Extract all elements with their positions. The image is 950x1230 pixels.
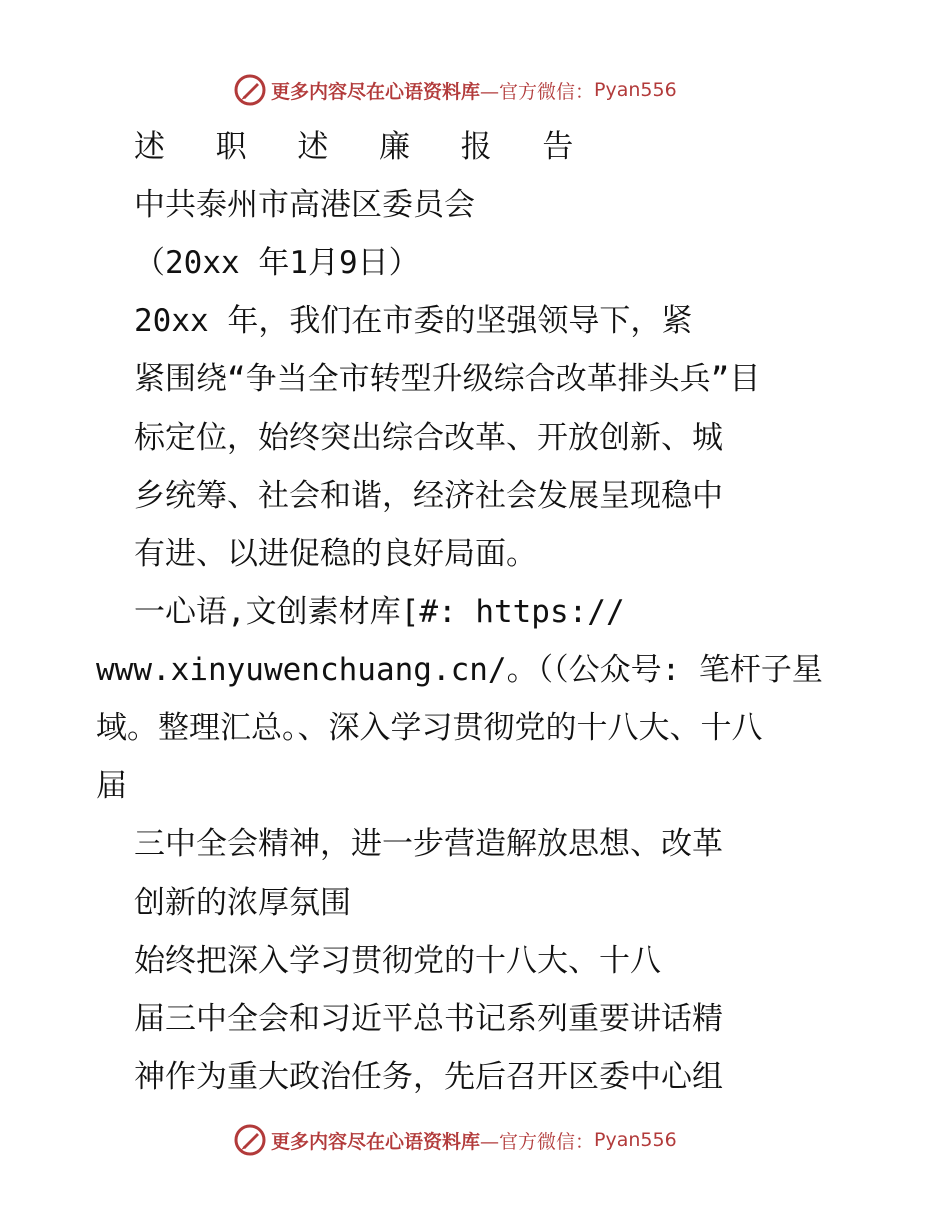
body-line: 有进、以进促稳的良好局面。 bbox=[134, 536, 537, 572]
body-line: 域。整理汇总。、深入学习贯彻党的十八大、十八 bbox=[96, 710, 763, 746]
body-line: 一心语,文创素材库[#: https:// bbox=[134, 594, 625, 630]
body-line: 始终把深入学习贯彻党的十八大、十八 bbox=[134, 943, 661, 979]
body-line: 三中全会精神，进一步营造解放思想、改革 bbox=[134, 826, 723, 862]
quill-seal-icon bbox=[233, 1123, 267, 1157]
quill-seal-icon bbox=[233, 73, 267, 107]
watermark-dash-text: —官方微信： bbox=[480, 1130, 595, 1153]
body-line: 届三中全会和习近平总书记系列重要讲话精 bbox=[134, 1001, 723, 1037]
body-line: 神作为重大政治任务，先后召开区委中心组 bbox=[134, 1059, 723, 1095]
watermark-main-text: 更多内容尽在心语资料库 bbox=[271, 1130, 481, 1153]
body-line: 创新的浓厚氛围 bbox=[134, 885, 351, 921]
watermark-id-text: Pyan556 bbox=[594, 79, 677, 101]
header-watermark bbox=[233, 72, 677, 108]
body-line: 标定位，始终突出综合改革、开放创新、城 bbox=[134, 420, 723, 456]
body-line: 届 bbox=[96, 768, 127, 804]
watermark-id-text: Pyan556 bbox=[594, 1129, 677, 1151]
body-line: 紧围绕“争当全市转型升级综合改革排头兵”目 bbox=[134, 361, 761, 397]
document-organization: 中共泰州市高港区委员会 bbox=[134, 187, 475, 223]
body-line: 20xx 年，我们在市委的坚强领导下，紧 bbox=[134, 303, 693, 339]
footer-watermark bbox=[233, 1122, 677, 1158]
watermark-dash-text: —官方微信： bbox=[480, 80, 595, 103]
body-line: www.xinyuwenchuang.cn/。（（公众号: 笔杆子星 bbox=[96, 652, 823, 688]
watermark-main-text: 更多内容尽在心语资料库 bbox=[271, 80, 481, 103]
body-line: 乡统筹、社会和谐，经济社会发展呈现稳中 bbox=[134, 478, 723, 514]
document-title: 述 职 述 廉 报 告 bbox=[134, 129, 590, 165]
document-date: （20xx 年1月9日） bbox=[134, 245, 420, 281]
